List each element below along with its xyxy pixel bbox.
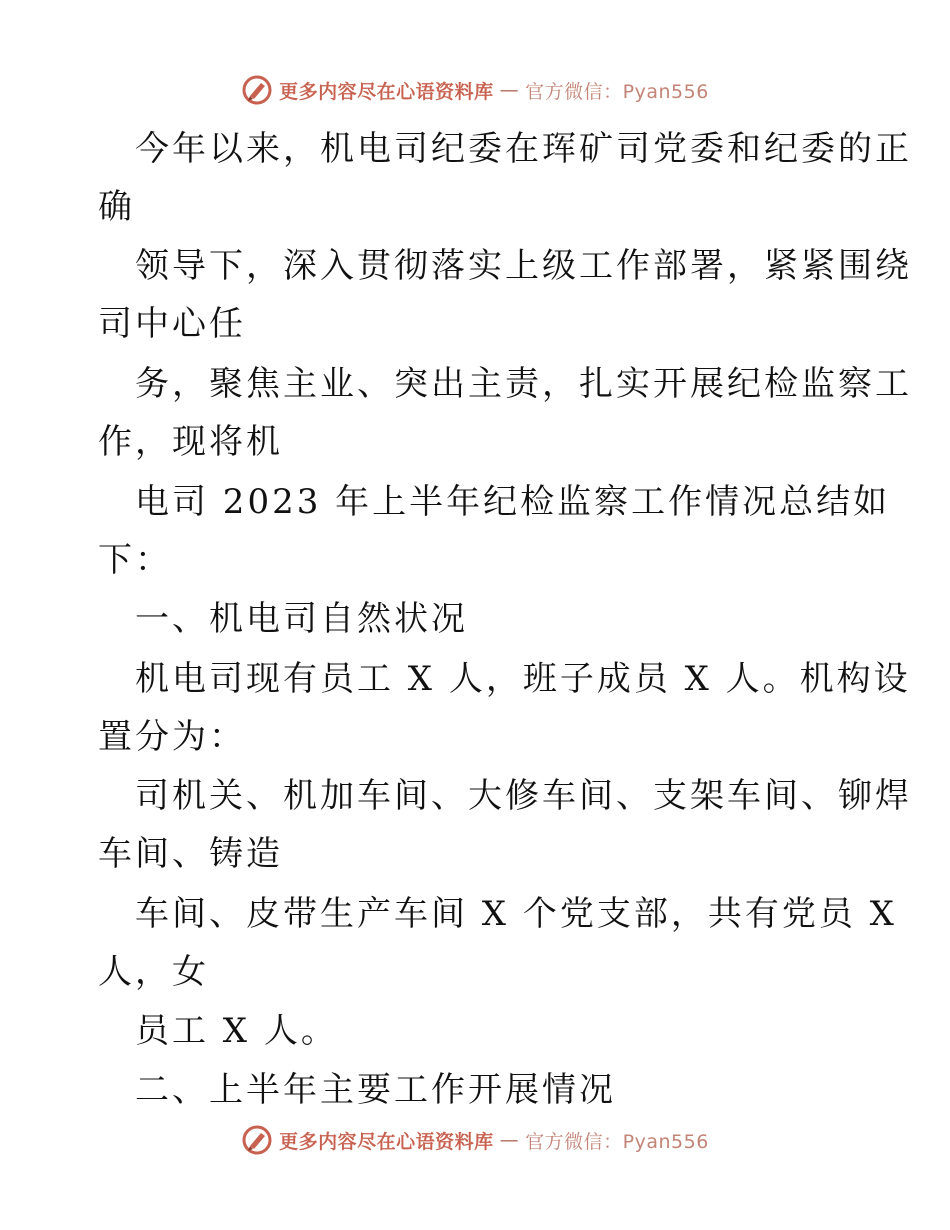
paragraph-line: 今年以来，机电司纪委在珲矿司党委和纪委的正: [135, 129, 912, 169]
paragraph-line-wrap: 下：: [98, 540, 172, 580]
pen-seal-icon: [241, 74, 273, 106]
paragraph-line: 务，聚焦主业、突出主责，扎实开展纪检监察工: [135, 364, 912, 404]
pen-seal-icon: [241, 1124, 273, 1156]
paragraph-line-wrap: 确: [98, 187, 135, 227]
paragraph-6: [0, 767, 950, 883]
paragraph-line: 领导下，深入贯彻落实上级工作部署，紧紧围绕: [135, 246, 912, 286]
paragraph-1: [0, 120, 950, 236]
paragraph-line-wrap: 置分为：: [98, 717, 246, 757]
heading-text: 一、机电司自然状况: [135, 599, 468, 639]
paragraph-7: [0, 885, 950, 1001]
paragraph-3: [0, 355, 950, 471]
paragraph-line-wrap: 人，女: [98, 952, 209, 992]
paragraph-8: [0, 1002, 950, 1060]
paragraph-2: [0, 237, 950, 353]
section-heading-1: [0, 590, 950, 648]
paragraph-line: 电司 2023 年上半年纪检监察工作情况总结如: [135, 482, 891, 522]
heading-text: 二、上半年主要工作开展情况: [135, 1070, 616, 1110]
paragraph-4: [0, 473, 950, 589]
section-heading-2: [0, 1061, 950, 1119]
watermark-dash: —: [499, 79, 520, 101]
watermark-wechat-text: 官方微信：Pyan556: [525, 1130, 709, 1153]
paragraph-line: 员工 X 人。: [135, 1011, 338, 1051]
watermark-wechat-text: 官方微信：Pyan556: [525, 80, 709, 103]
paragraph-line-wrap: 作，现将机: [98, 422, 283, 462]
paragraph-line: 车间、皮带生产车间 X 个党支部，共有党员 X: [135, 894, 897, 934]
watermark-main-text: 更多内容尽在心语资料库: [279, 1130, 494, 1153]
watermark-main-text: 更多内容尽在心语资料库: [279, 80, 494, 103]
paragraph-line: 机电司现有员工 X 人，班子成员 X 人。机构设: [135, 659, 911, 699]
paragraph-line: 司机关、机加车间、大修车间、支架车间、铆焊: [135, 776, 912, 816]
paragraph-line-wrap: 车间、铸造: [98, 834, 283, 874]
paragraph-5: [0, 650, 950, 766]
footer-watermark: [0, 1122, 950, 1158]
header-watermark: [0, 72, 950, 108]
watermark-dash: —: [499, 1129, 520, 1151]
paragraph-line-wrap: 司中心任: [98, 304, 246, 344]
